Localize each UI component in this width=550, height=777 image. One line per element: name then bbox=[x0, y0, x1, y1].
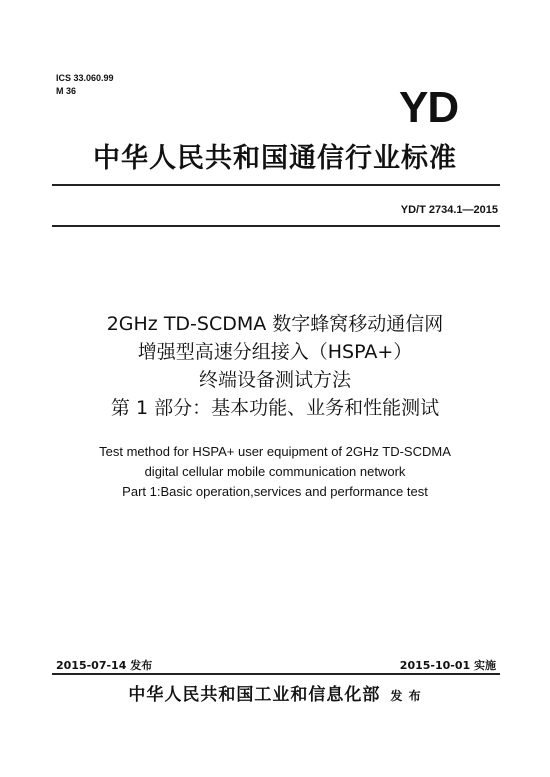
english-title-line-2: digital cellular mobile communication network bbox=[144, 464, 406, 479]
chinese-title-line-1: 2GHz TD-SCDMA 数字蜂窝移动通信网 bbox=[106, 313, 444, 335]
divider-footer bbox=[52, 673, 500, 675]
ics-code: ICS 33.060.99 bbox=[56, 73, 114, 83]
publish-date: 2015-07-14 发布 bbox=[56, 659, 153, 672]
english-title-line-3: Part 1:Basic operation,services and performance test bbox=[122, 484, 428, 499]
divider-bottom bbox=[52, 225, 500, 227]
chinese-title-line-3: 终端设备测试方法 bbox=[198, 369, 351, 391]
chinese-title-line-2: 增强型高速分组接入（HSPA+） bbox=[137, 341, 413, 363]
issuer-line bbox=[0, 680, 550, 705]
chinese-title bbox=[0, 310, 550, 422]
english-title bbox=[0, 442, 550, 502]
divider-top bbox=[52, 184, 500, 186]
ics-block bbox=[56, 72, 114, 98]
issuer-name: 中华人民共和国工业和信息化部 bbox=[128, 685, 381, 705]
english-title-line-1: Test method for HSPA+ user equipment of 2GHz TD-SCDMA bbox=[99, 444, 451, 459]
issuer-suffix: 发 布 bbox=[390, 689, 422, 703]
implement-date: 2015-10-01 实施 bbox=[399, 659, 496, 672]
standard-number: YD/T 2734.1—2015 bbox=[400, 204, 498, 216]
chinese-title-line-4: 第 1 部分：基本功能、业务和性能测试 bbox=[110, 397, 440, 419]
standard-category-title: 中华人民共和国通信行业标准 bbox=[93, 143, 457, 174]
yd-logo: YD bbox=[399, 83, 459, 132]
classification-code: M 36 bbox=[56, 86, 77, 96]
